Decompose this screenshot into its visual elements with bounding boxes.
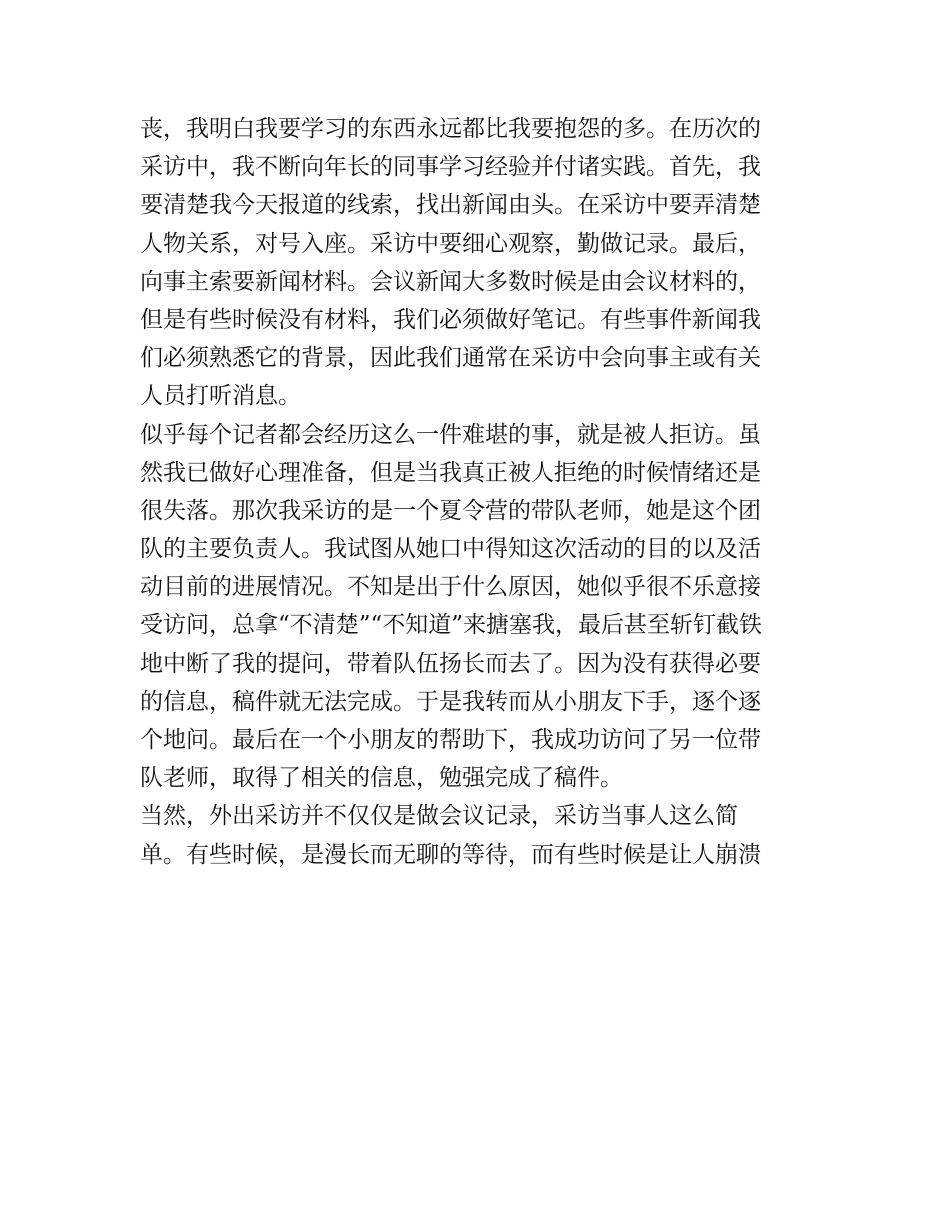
text-line: 人员打听消息。 [140, 383, 301, 410]
text-line: 人物关系，对号入座。采访中要细心观察，勤做记录。最后， [140, 230, 761, 257]
text-line: 队老师，取得了相关的信息，勉强完成了稿件。 [140, 765, 623, 792]
text-line: 动目前的进展情况。不知是出于什么原因，她似乎很不乐意接 [140, 574, 761, 601]
body-text [140, 110, 820, 874]
text-line: 个地问。最后在一个小朋友的帮助下，我成功访问了另一位带 [140, 727, 761, 753]
text-line: 但是有些时候没有材料，我们必须做好笔记。有些事件新闻我 [140, 306, 761, 333]
text-line: 的信息，稿件就无法完成。于是我转而从小朋友下手，逐个逐 [140, 688, 761, 715]
text-line: 然我已做好心理准备，但是当我真正被人拒绝的时候情绪还是 [140, 459, 761, 486]
text-line: 要清楚我今天报道的线索，找出新闻由头。在采访中要弄清楚 [140, 192, 761, 219]
text-line: 受访问，总拿“不清楚”“不知道”来搪塞我，最后甚至斩钉截铁 [140, 612, 763, 639]
text-line: 当然，外出采访并不仅仅是做会议记录，采访当事人这么简 [140, 803, 738, 830]
text-line: 丧，我明白我要学习的东西永远都比我要抱怨的多。在历次的 [140, 116, 761, 142]
text-line: 向事主索要新闻材料。会议新闻大多数时候是由会议材料的， [140, 268, 761, 295]
text-line: 地中断了我的提问，带着队伍扬长而去了。因为没有获得必要 [140, 650, 761, 677]
text-line: 们必须熟悉它的背景，因此我们通常在采访中会向事主或有关 [140, 345, 761, 372]
text-line: 单。有些时候，是漫长而无聊的等待，而有些时候是让人崩溃 [140, 841, 761, 868]
text-line: 很失落。那次我采访的是一个夏令营的带队老师，她是这个团 [140, 497, 761, 524]
text-line: 似乎每个记者都会经历这么一件难堪的事，就是被人拒访。虽 [140, 421, 761, 448]
text-line: 队的主要负责人。我试图从她口中得知这次活动的目的以及活 [140, 536, 761, 563]
text-line: 采访中，我不断向年长的同事学习经验并付诸实践。首先，我 [140, 154, 761, 181]
